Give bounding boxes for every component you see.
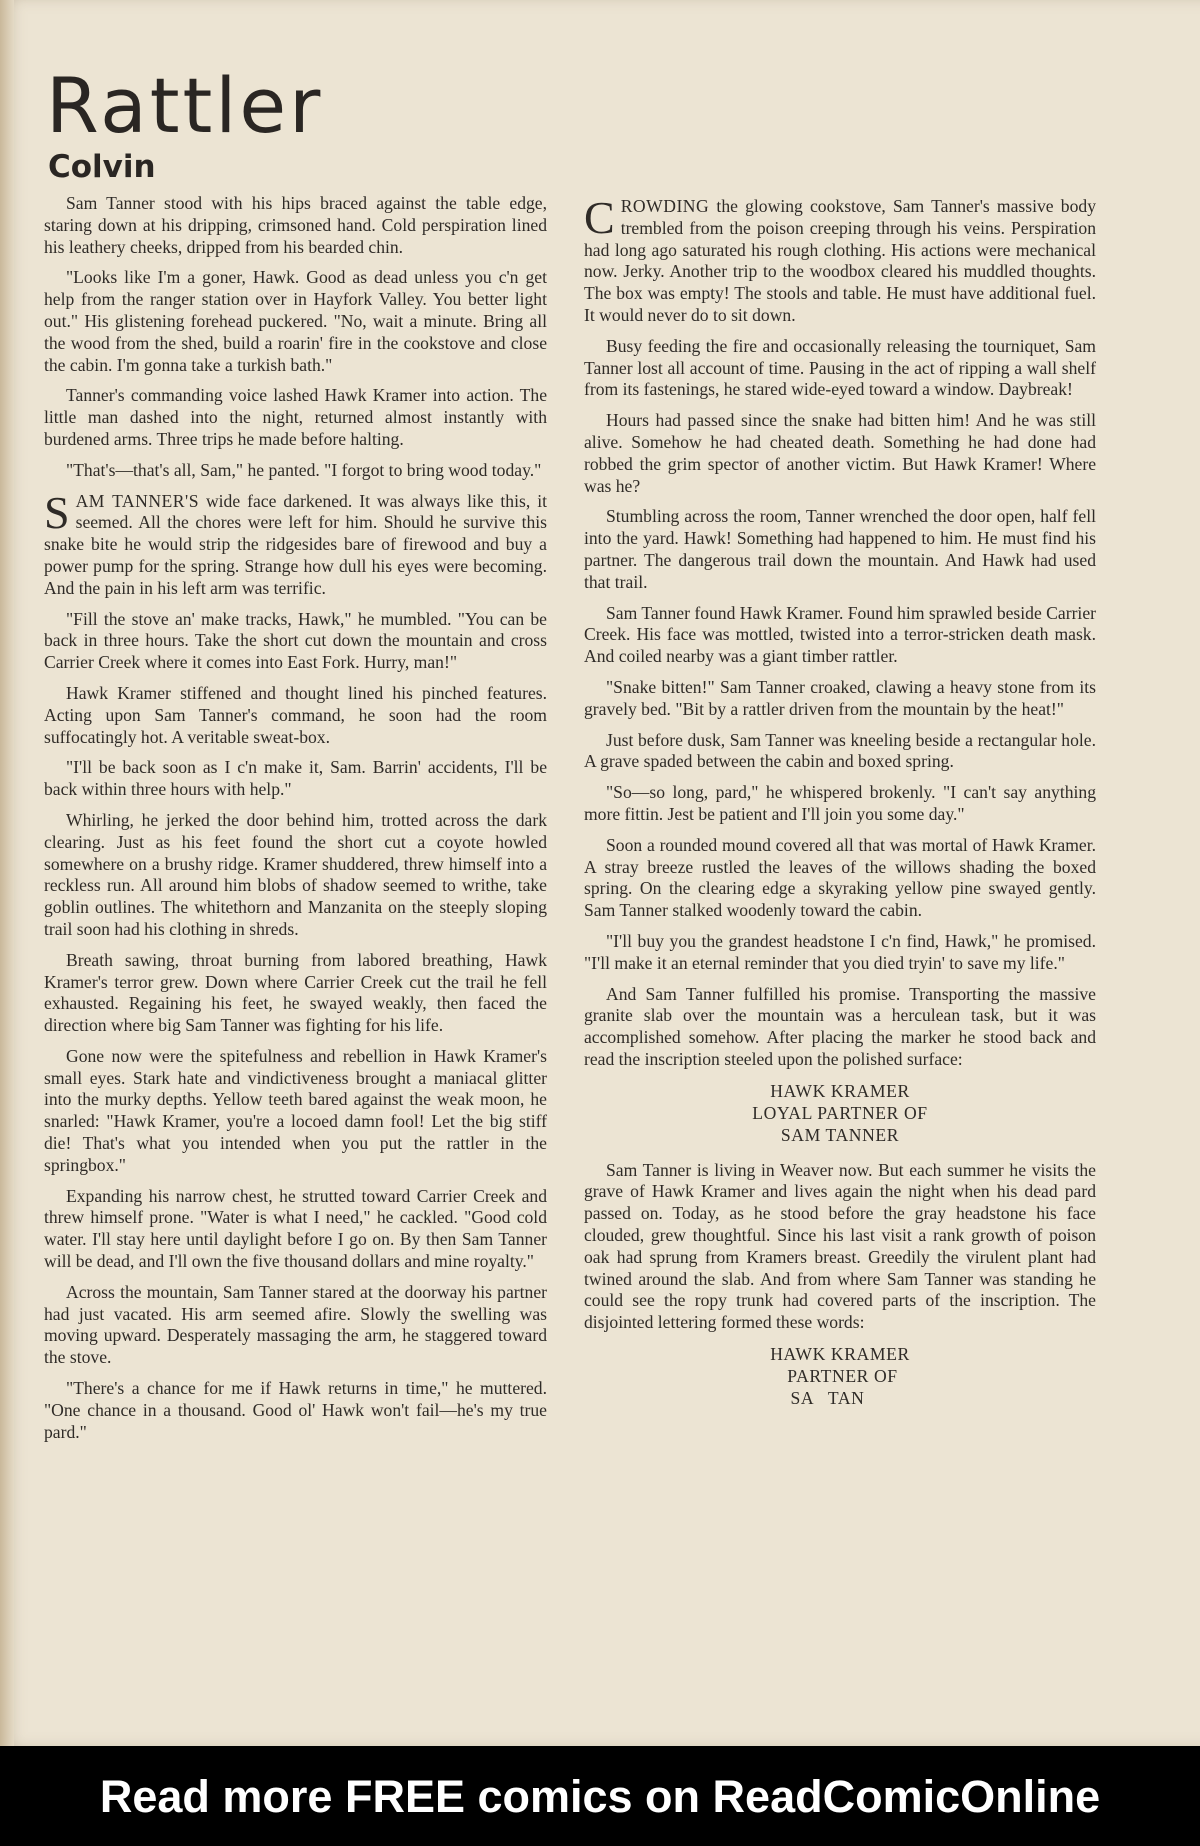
dropcap-text: wide face darkened. It was always like this, it seemed. All the chores were left for him. Should he survive this snake bite he would strip the ridgesides bare of firewood and buy a power pump for the spring. Strange how dull his eyes were becoming. And the pain in his left arm was terrific.: [44, 490, 547, 598]
paragraph: Stumbling across the room, Tanner wrenched the door open, half fell into the yard. Hawk! Something had happened to him. He must find his partner. The dangerous trail down the mountain. And Hawk had used that trail.: [584, 506, 1096, 592]
paragraph: "I'll be back soon as I c'n make it, Sam. Barrin' accidents, I'll be back within three hours with help.": [44, 757, 547, 800]
paragraph: "So—so long, pard," he whispered brokenly. "I can't say anything more fittin. Jest be patient and I'll join you some day.": [584, 782, 1096, 824]
story-author: Colvin: [48, 149, 156, 185]
paragraph: Busy feeding the fire and occasionally releasing the tourniquet, Sam Tanner lost all account of time. Pausing in the act of ripping a wall shelf from its fastenings, he stared wide-eyed toward a window. Daybreak!: [584, 335, 1096, 400]
paragraph: Across the mountain, Sam Tanner stared at the doorway his partner had just vacated. His arm seemed afire. Slowly the swelling was moving upward. Desperately massaging the arm, he staggered toward the stove.: [44, 1281, 547, 1368]
paragraph: Expanding his narrow chest, he strutted toward Carrier Creek and threw himself prone. "Water is what I need," he cackled. "Good cold water. I'll stay here until daylight before I go on. By then Sam Tanner will be dead, and I'll own the five thousand dollars and mine royalty.": [44, 1185, 547, 1272]
paragraph: Just before dusk, Sam Tanner was kneeling beside a rectangular hole. A grave spaded between the cabin and boxed spring.: [584, 729, 1096, 772]
inscription-line: PARTNER OF: [782, 1366, 898, 1387]
inscription-line: SA TAN: [790, 1388, 890, 1409]
dropcap-paragraph: [584, 192, 1096, 327]
paragraph: "There's a chance for me if Hawk returns in time," he muttered. "One chance in a thousand. Good ol' Hawk won't fail—he's my true pard.": [44, 1378, 547, 1442]
paragraph: Hawk Kramer stiffened and thought lined his pinched features. Acting upon Sam Tanner's command, he soon had the room suffocatingly hot. A veritable sweat-box.: [44, 682, 547, 747]
drop-cap-letter: C: [584, 192, 615, 243]
paragraph: Soon a rounded mound covered all that was mortal of Hawk Kramer. A stray breeze rustled the leaves of the willows shading the boxed spring. On the clearing edge a skyraking yellow pine swayed gently. Sam Tanner stalked woodenly toward the cabin.: [584, 834, 1096, 921]
paragraph: And Sam Tanner fulfilled his promise. Transporting the massive granite slab over the mountain was a herculean task, but it was accomplished somehow. After placing the marker he stood back and read the inscription steeled upon the polished surface:: [584, 983, 1096, 1069]
paragraph: Sam Tanner stood with his hips braced against the table edge, staring down at his dripping, crimsoned hand. Cold perspiration lined his leathery cheeks, dripped from his bearded chin.: [44, 193, 547, 257]
paragraph: Sam Tanner found Hawk Kramer. Found him sprawled beside Carrier Creek. His face was mottled, twisted into a terror-stricken death mask. And coiled nearby was a giant timber rattler.: [584, 602, 1096, 667]
dropcap-lead: ROWDING: [620, 196, 710, 216]
dropcap-text: the glowing cookstove, Sam Tanner's massive body trembled from the poison creeping through his veins. Perspiration had long ago saturated his rough clothing. His actions were mechanical now. Jerky. Another trip to the woodbox cleared his muddled thoughts. The box was empty! The stools and table. He must have additional fuel. It would never do to sit down.: [584, 196, 1096, 325]
paragraph: "Fill the stove an' make tracks, Hawk," he mumbled. "You can be back in three hours. Take the short cut down the mountain and cross Carrier Creek where it comes into East Fork. Hurry, man!": [44, 608, 547, 673]
inscription-line: LOYAL PARTNER OF: [752, 1102, 928, 1123]
inscription-line: SAM TANNER: [780, 1124, 900, 1145]
text-column-right: [584, 192, 1096, 1423]
text-column-left: [44, 193, 547, 1452]
paragraph: "Looks like I'm a goner, Hawk. Good as dead unless you c'n get help from the ranger station over in Hayfork Valley. You better light out." His glistening forehead puckered. "No, wait a minute. Bring all the wood from the shed, build a roarin' fire in the cookstove and close the cabin. I'm gonna take a turkish bath.": [44, 267, 547, 375]
paragraph: Hours had passed since the snake had bitten him! And he was still alive. Somehow he had cheated death. Something he had done had robbed the grim spector of another victim. But Hawk Kramer! Where was he?: [584, 410, 1096, 496]
paragraph: Breath sawing, throat burning from labored breathing, Hawk Kramer's terror grew. Down where Carrier Creek cut the trail he fell exhausted. Regaining his feet, he swayed weakly, then faced the direction where big Sam Tanner was fighting for his life.: [44, 949, 547, 1036]
headstone-inscription: [584, 1080, 1096, 1146]
drop-cap-letter: S: [44, 486, 70, 538]
paragraph: "Snake bitten!" Sam Tanner croaked, clawing a heavy stone from its gravely bed. "Bit by a rattler driven from the mountain by the heat!": [584, 676, 1096, 719]
paragraph: Gone now were the spitefulness and rebellion in Hawk Kramer's small eyes. Stark hate and vindictiveness brought a maniacal glitter into the murky depths. Yellow teeth bared against the weak moon, he snarled: "Hawk Kramer, you're a locoed damn fool! Let the big stiff die! That's what you intended when you put the rattler in the springbox.": [44, 1045, 547, 1175]
inscription-line: HAWK KRAMER: [770, 1080, 910, 1101]
dropcap-paragraph: [44, 486, 547, 600]
page-edge: [0, 0, 14, 1746]
paragraph: "I'll buy you the grandest headstone I c'n find, Hawk," he promised. "I'll make it an eternal reminder that you died tryin' to save my life.": [584, 930, 1096, 973]
inscription-line: HAWK KRAMER: [770, 1344, 910, 1365]
paragraph: "That's—that's all, Sam," he panted. "I forgot to bring wood today.": [66, 459, 542, 480]
overgrown-inscription: [584, 1343, 1096, 1409]
paragraph: Whirling, he jerked the door behind him, trotted across the dark clearing. Just as his feet found the short cut a coyote howled somewhere on a brushy ridge. Kramer shuddered, threw himself into a reckless run. All around him blobs of shadow seemed to writhe, take goblin outlines. The whitethorn and Manzanita on the steeply sloping trail soon had his clothing in shreds.: [44, 809, 547, 939]
paragraph: Tanner's commanding voice lashed Hawk Kramer into action. The little man dashed into the night, returned almost instantly with burdened arms. Three trips he made before halting.: [44, 385, 547, 449]
story-title: Rattler: [46, 61, 324, 150]
dropcap-lead: AM TANNER'S: [75, 490, 199, 511]
promo-banner-text[interactable]: Read more FREE comics on ReadComicOnline: [99, 1771, 1101, 1822]
paragraph: Sam Tanner is living in Weaver now. But each summer he visits the grave of Hawk Kramer and lives again the night when his dead pard passed on. Today, as he stood before the gray headstone his face clouded, grew thoughtful. Since his last visit a rank growth of poison oak had sprung from Kramers breast. Greedily the virulent plant had twined around the slab. And from where Sam Tanner was standing he could see the ropy trunk had covered parts of the inscription. The disjointed lettering formed these words:: [584, 1159, 1096, 1333]
